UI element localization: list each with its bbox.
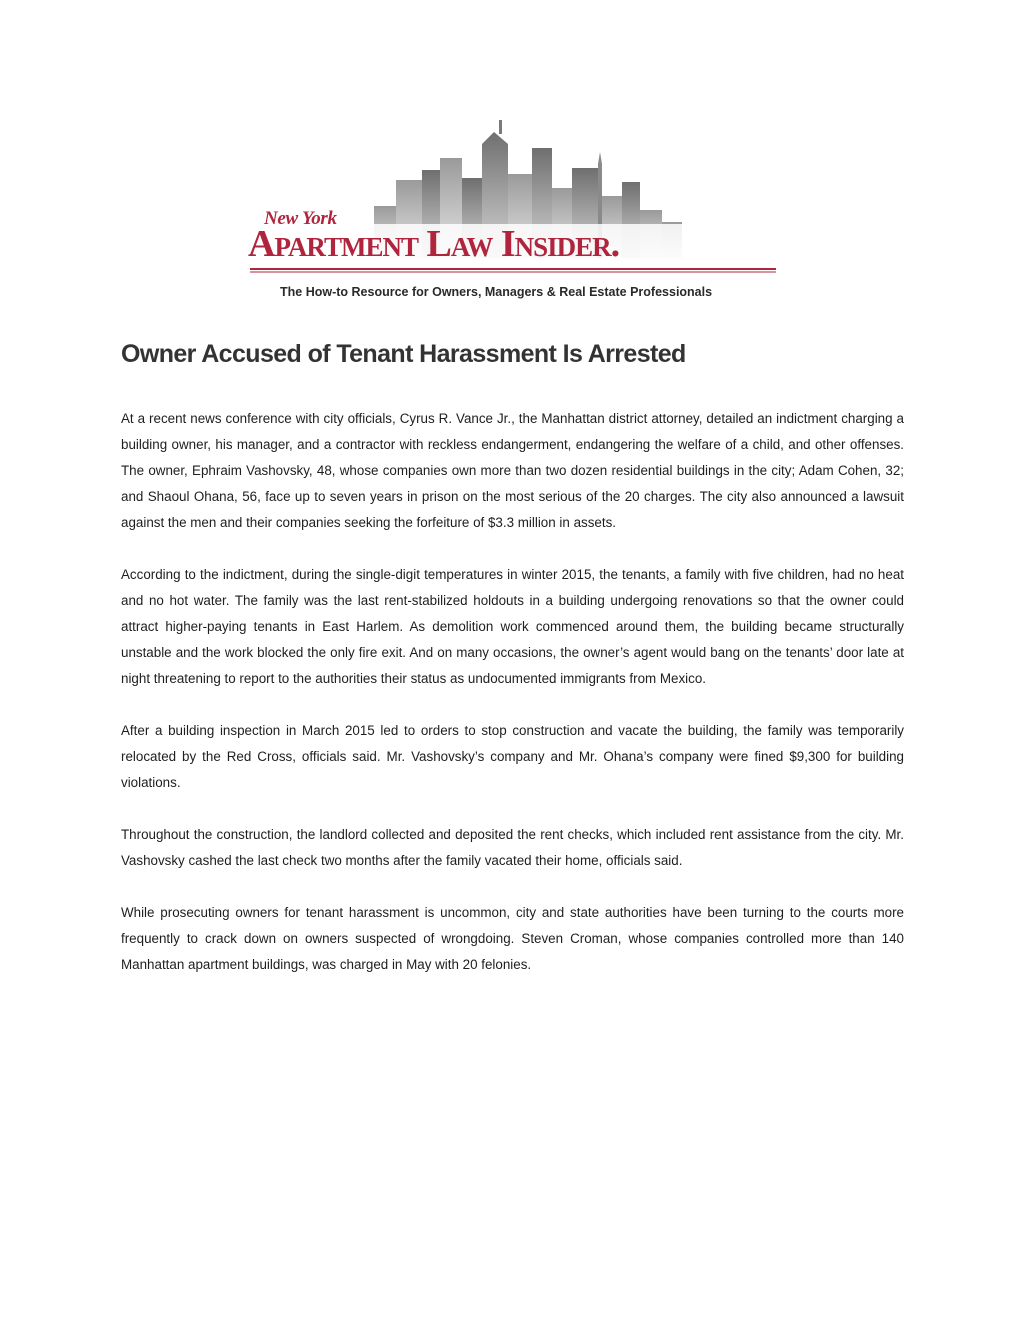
article-body [121, 406, 904, 1004]
article-paragraph: At a recent news conference with city officials, Cyrus R. Vance Jr., the Manhattan district attorney, detailed an indictment charging a building owner, his manager, and a contractor with reckless endangerment, endangering the welfare of a child, and other offenses. The owner, Ephraim Vashovsky, 48, whose companies own more than two dozen residential buildings in the city; Adam Cohen, 32; and Shaoul Ohana, 56, face up to seven years in prison on the most serious of the 20 charges. The city also announced a lawsuit against the men and their companies seeking the forfeiture of $3.3 million in assets. [121, 411, 904, 530]
publication-logo [246, 118, 780, 310]
logo-tagline: The How-to Resource for Owners, Managers & Real Estate Professionals [280, 285, 713, 299]
logo-kicker: New York [264, 208, 337, 229]
article-paragraph: Throughout the construction, the landlord collected and deposited the rent checks, which included rent assistance from the city. Mr. Vashovsky cashed the last check two months after the family vacated their home, officials said. [121, 827, 904, 868]
article-paragraph: After a building inspection in March 2015 led to orders to stop construction and vacate the building, the family was temporarily relocated by the Red Cross, officials said. Mr. Vashovsky’s company and Mr. Ohana’s company were fined $9,300 for building violations. [121, 723, 904, 790]
article-paragraph: While prosecuting owners for tenant harassment is uncommon, city and state authorities have been turning to the courts more frequently to crack down on owners suspected of wrongdoing. Steven Croman, whose companies controlled more than 140 Manhattan apartment buildings, was charged in May with 20 felonies. [121, 905, 904, 972]
logo-wordmark: Apartment Law Insider. [248, 223, 620, 265]
article-title: Owner Accused of Tenant Harassment Is Arrested [121, 340, 686, 368]
article-paragraph: According to the indictment, during the single-digit temperatures in winter 2015, the tenants, a family with five children, had no heat and no hot water. The family was the last rent-stabilized holdouts in a building undergoing renovations so that the owner could attract higher-paying tenants in East Harlem. As demolition work commenced around them, the building became structurally unstable and the work blocked the only fire exit. And on many occasions, the owner’s agent would bang on the tenants’ door late at night threatening to report to the authorities their status as undocumented immigrants from Mexico. [121, 567, 904, 686]
